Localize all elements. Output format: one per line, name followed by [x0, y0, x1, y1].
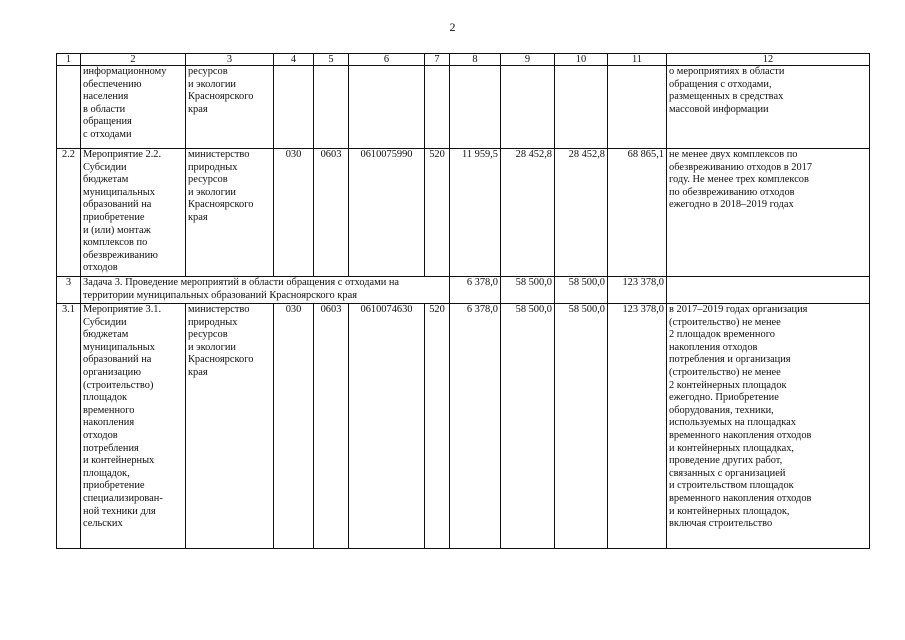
- column-header: 4: [274, 54, 314, 66]
- amount-year-2: [501, 66, 555, 149]
- column-number-row: [57, 54, 870, 66]
- amount-year-1: 6 378,0: [450, 277, 501, 304]
- expected-result: в 2017–2019 годах организация (строительство) не менее 2 площадок временного накопления отходов потребления и организация (строительство) не менее 2 контейнерных площадок ежегодно. Приобретение оборудования, техники, используемых на площадках временного накопления отходов и контейнерных площадках, проведение других работ, связанных с организацией и строительством площадок временного накопления отходов и контейнерных площадок, включая строительство: [667, 304, 870, 549]
- column-header: 8: [450, 54, 501, 66]
- amount-year-3: 58 500,0: [555, 304, 608, 549]
- vr-code: [425, 66, 450, 149]
- column-header: 9: [501, 54, 555, 66]
- amount-year-2: 28 452,8: [501, 149, 555, 277]
- measure-name: информационному обеспечению населения в области обращения с отходами: [81, 66, 186, 149]
- amount-year-2: 58 500,0: [501, 277, 555, 304]
- column-header: 3: [186, 54, 274, 66]
- expected-result: [667, 277, 870, 304]
- page-number: 2: [449, 20, 456, 34]
- grbs-code: 030: [274, 149, 314, 277]
- csr-code: 0610074630: [349, 304, 425, 549]
- measure-name: Мероприятие 3.1. Субсидии бюджетам муниципальных образований на организацию (строительство) площадок временного накопления отходов потребления и контейнерных площадок, приобретение специализирован- ной техники для сельских: [81, 304, 186, 549]
- amount-year-3: [555, 66, 608, 149]
- executor: министерство природных ресурсов и экологии Красноярского края: [186, 149, 274, 277]
- task-title: Задача 3. Проведение мероприятий в области обращения с отходами на территории муниципальных образований Красноярского края: [81, 277, 450, 304]
- executor: министерство природных ресурсов и экологии Красноярского края: [186, 304, 274, 549]
- task-row: [57, 277, 870, 304]
- amount-year-2: 58 500,0: [501, 304, 555, 549]
- amount-year-1: 6 378,0: [450, 304, 501, 549]
- row-number: 2.2: [57, 149, 81, 277]
- row-number: [57, 66, 81, 149]
- vr-code: 520: [425, 149, 450, 277]
- table-row: [57, 149, 870, 277]
- column-header: 7: [425, 54, 450, 66]
- grbs-code: 030: [274, 304, 314, 549]
- column-header: 2: [81, 54, 186, 66]
- rzpr-code: [314, 66, 349, 149]
- amount-year-1: 11 959,5: [450, 149, 501, 277]
- grbs-code: [274, 66, 314, 149]
- expected-result: о мероприятиях в области обращения с отходами, размещенных в средствах массовой информации: [667, 66, 870, 149]
- column-header: 6: [349, 54, 425, 66]
- table-row: [57, 66, 870, 149]
- amount-total: [608, 66, 667, 149]
- csr-code: 0610075990: [349, 149, 425, 277]
- amount-total: 123 378,0: [608, 304, 667, 549]
- amount-total: 68 865,1: [608, 149, 667, 277]
- amount-year-3: 28 452,8: [555, 149, 608, 277]
- executor: ресурсов и экологии Красноярского края: [186, 66, 274, 149]
- row-number: 3: [57, 277, 81, 304]
- amount-year-3: 58 500,0: [555, 277, 608, 304]
- column-header: 10: [555, 54, 608, 66]
- amount-total: 123 378,0: [608, 277, 667, 304]
- expected-result: не менее двух комплексов по обезвреживанию отходов в 2017 году. Не менее трех комплексов по обезвреживанию отходов ежегодно в 2018–2019 годах: [667, 149, 870, 277]
- vr-code: 520: [425, 304, 450, 549]
- column-header: 12: [667, 54, 870, 66]
- table-row: [57, 304, 870, 549]
- column-header: 5: [314, 54, 349, 66]
- program-table: [56, 53, 870, 549]
- row-number: 3.1: [57, 304, 81, 549]
- column-header: 1: [57, 54, 81, 66]
- csr-code: [349, 66, 425, 149]
- measure-name: Мероприятие 2.2. Субсидии бюджетам муниципальных образований на приобретение и (или) монтаж комплексов по обезвреживанию отходов: [81, 149, 186, 277]
- rzpr-code: 0603: [314, 304, 349, 549]
- column-header: 11: [608, 54, 667, 66]
- amount-year-1: [450, 66, 501, 149]
- rzpr-code: 0603: [314, 149, 349, 277]
